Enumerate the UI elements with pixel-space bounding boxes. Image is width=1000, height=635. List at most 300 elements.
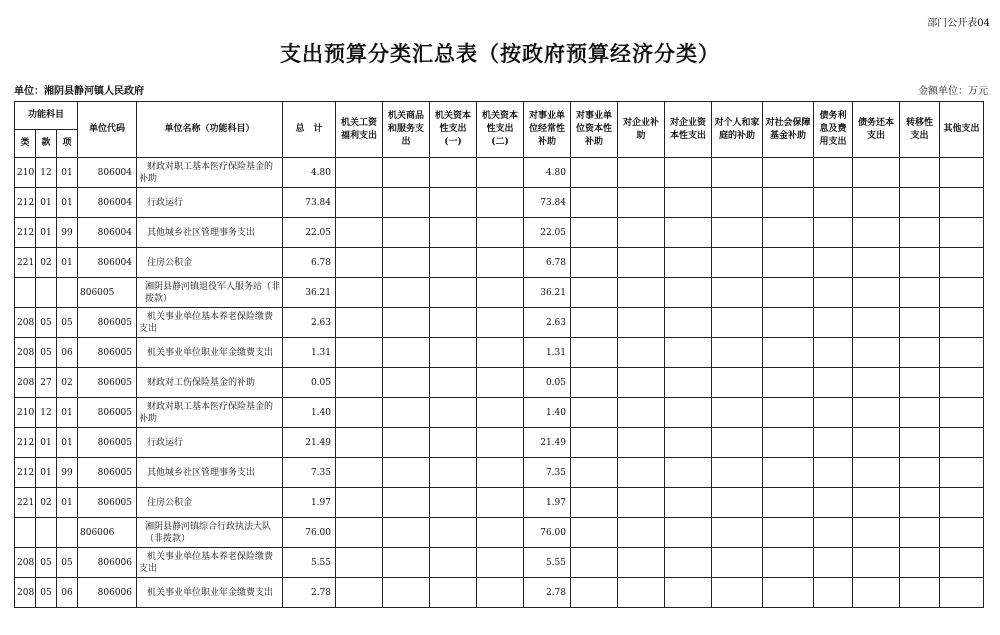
cell-code: 806005 [78,308,137,338]
cell-c3 [430,158,477,188]
cell-c14 [940,578,984,608]
cell-c12 [853,278,900,308]
cell-c5: 2.78 [524,578,571,608]
cell-c11 [814,158,853,188]
cell-c12 [853,428,900,458]
cell-c1 [336,548,383,578]
cell-name: 机关事业单位职业年金缴费支出 [137,578,283,608]
cell-c8 [665,578,712,608]
cell-lei: 212 [15,218,36,248]
cell-c10 [763,338,814,368]
cell-c5: 76.00 [524,518,571,548]
cell-total: 22.05 [283,218,336,248]
cell-c4 [477,518,524,548]
cell-c10 [763,548,814,578]
cell-c9 [712,158,763,188]
table-row [15,278,984,308]
cell-c4 [477,548,524,578]
cell-c12 [853,578,900,608]
col-header-7: 对企业补助 [618,102,665,158]
cell-c3 [430,398,477,428]
cell-c3 [430,518,477,548]
cell-c7 [618,158,665,188]
cell-c14 [940,518,984,548]
cell-c12 [853,308,900,338]
cell-c1 [336,368,383,398]
cell-code: 806006 [78,518,137,548]
cell-c1 [336,428,383,458]
table-row [15,218,984,248]
cell-c2 [383,518,430,548]
table-row [15,308,984,338]
cell-c4 [477,338,524,368]
cell-c8 [665,368,712,398]
cell-c9 [712,458,763,488]
cell-c6 [571,158,618,188]
cell-c5: 73.84 [524,188,571,218]
cell-c6 [571,308,618,338]
cell-c11 [814,548,853,578]
cell-c1 [336,248,383,278]
cell-c11 [814,278,853,308]
table-row [15,188,984,218]
col-header-9: 对个人和家庭的补助 [712,102,763,158]
cell-c6 [571,188,618,218]
cell-total: 36.21 [283,278,336,308]
cell-c7 [618,428,665,458]
cell-c8 [665,158,712,188]
cell-c14 [940,398,984,428]
cell-c9 [712,518,763,548]
cell-c13 [900,428,940,458]
cell-kuan: 05 [36,338,57,368]
cell-c1 [336,578,383,608]
cell-name: 其他城乡社区管理事务支出 [137,458,283,488]
cell-c6 [571,248,618,278]
cell-xiang: 01 [57,488,78,518]
table-row [15,368,984,398]
cell-c12 [853,248,900,278]
cell-c10 [763,218,814,248]
cell-c10 [763,368,814,398]
cell-name: 住房公积金 [137,248,283,278]
cell-c6 [571,278,618,308]
cell-code: 806004 [78,248,137,278]
cell-c1 [336,218,383,248]
cell-xiang: 05 [57,308,78,338]
cell-code: 806005 [78,278,137,308]
table-row [15,158,984,188]
cell-c4 [477,428,524,458]
cell-c14 [940,488,984,518]
cell-c10 [763,278,814,308]
cell-c11 [814,218,853,248]
cell-code: 806004 [78,158,137,188]
cell-c10 [763,458,814,488]
cell-c9 [712,488,763,518]
cell-kuan: 02 [36,248,57,278]
cell-c4 [477,218,524,248]
cell-c5: 1.40 [524,398,571,428]
col-header-4: 机关资本性支出(二) [477,102,524,158]
cell-lei: 208 [15,368,36,398]
cell-c7 [618,218,665,248]
cell-c11 [814,518,853,548]
cell-c14 [940,308,984,338]
cell-xiang: 01 [57,188,78,218]
cell-c13 [900,188,940,218]
cell-lei: 208 [15,548,36,578]
cell-c13 [900,458,940,488]
cell-c10 [763,398,814,428]
cell-c10 [763,248,814,278]
cell-c8 [665,398,712,428]
xiang-header: 项 [57,130,78,158]
cell-c10 [763,308,814,338]
cell-c3 [430,218,477,248]
cell-c2 [383,428,430,458]
cell-c1 [336,158,383,188]
cell-c4 [477,368,524,398]
cell-c10 [763,578,814,608]
cell-c2 [383,278,430,308]
cell-c8 [665,338,712,368]
cell-c3 [430,368,477,398]
cell-kuan: 12 [36,158,57,188]
cell-c7 [618,278,665,308]
table-row [15,398,984,428]
unit-code-header: 单位代码 [78,102,137,158]
cell-lei: 208 [15,308,36,338]
cell-c8 [665,248,712,278]
cell-xiang: 99 [57,458,78,488]
cell-kuan [36,518,57,548]
cell-kuan: 27 [36,368,57,398]
cell-c8 [665,188,712,218]
cell-c13 [900,338,940,368]
cell-c4 [477,188,524,218]
cell-c7 [618,368,665,398]
cell-c13 [900,158,940,188]
col-header-2: 机关商品和服务支出 [383,102,430,158]
cell-c12 [853,218,900,248]
cell-code: 806004 [78,218,137,248]
cell-code: 806004 [78,188,137,218]
cell-c6 [571,488,618,518]
cell-name: 行政运行 [137,188,283,218]
cell-c1 [336,308,383,338]
cell-c14 [940,548,984,578]
cell-c7 [618,398,665,428]
cell-c13 [900,518,940,548]
cell-c7 [618,308,665,338]
budget-table [14,101,984,608]
cell-c6 [571,518,618,548]
cell-c14 [940,458,984,488]
cell-kuan: 01 [36,188,57,218]
cell-c14 [940,188,984,218]
cell-c3 [430,578,477,608]
cell-lei: 212 [15,428,36,458]
cell-c3 [430,488,477,518]
cell-c4 [477,248,524,278]
cell-c8 [665,518,712,548]
cell-c12 [853,158,900,188]
cell-lei: 221 [15,488,36,518]
cell-c11 [814,188,853,218]
table-row [15,518,984,548]
cell-c4 [477,398,524,428]
cell-c13 [900,578,940,608]
table-row [15,578,984,608]
cell-kuan: 12 [36,398,57,428]
cell-c12 [853,458,900,488]
cell-c7 [618,578,665,608]
cell-c5: 1.31 [524,338,571,368]
cell-code: 806006 [78,578,137,608]
cell-c8 [665,458,712,488]
cell-lei: 212 [15,188,36,218]
cell-c4 [477,308,524,338]
cell-name: 行政运行 [137,428,283,458]
cell-c3 [430,338,477,368]
cell-xiang: 01 [57,158,78,188]
cell-xiang: 01 [57,248,78,278]
table-row [15,338,984,368]
cell-c6 [571,338,618,368]
cell-c9 [712,398,763,428]
cell-c13 [900,488,940,518]
cell-c2 [383,308,430,338]
cell-c12 [853,368,900,398]
col-header-13: 转移性支出 [900,102,940,158]
cell-kuan: 02 [36,488,57,518]
cell-name: 湘阴县静河镇综合行政执法大队（非拨款） [137,518,283,548]
table-row [15,458,984,488]
cell-total: 1.97 [283,488,336,518]
cell-c5: 36.21 [524,278,571,308]
cell-total: 5.55 [283,548,336,578]
cell-c13 [900,218,940,248]
cell-name: 机关事业单位基本养老保险缴费支出 [137,308,283,338]
cell-c1 [336,338,383,368]
cell-c9 [712,188,763,218]
col-header-14: 其他支出 [940,102,984,158]
cell-c14 [940,278,984,308]
total-header: 总 计 [283,102,336,158]
cell-xiang: 99 [57,218,78,248]
cell-c4 [477,458,524,488]
cell-c6 [571,218,618,248]
cell-total: 2.78 [283,578,336,608]
cell-c13 [900,368,940,398]
cell-c6 [571,578,618,608]
cell-c3 [430,308,477,338]
cell-xiang: 01 [57,428,78,458]
cell-c5: 7.35 [524,458,571,488]
cell-c12 [853,398,900,428]
col-header-6: 对事业单位资本性补助 [571,102,618,158]
cell-xiang: 06 [57,578,78,608]
func-subject-header: 功能科目 [15,102,78,130]
cell-c2 [383,338,430,368]
cell-c11 [814,248,853,278]
cell-c7 [618,518,665,548]
cell-c11 [814,458,853,488]
cell-c7 [618,188,665,218]
cell-lei: 210 [15,158,36,188]
cell-total: 2.63 [283,308,336,338]
col-header-8: 对企业资本性支出 [665,102,712,158]
cell-lei: 221 [15,248,36,278]
cell-kuan: 01 [36,458,57,488]
cell-kuan: 05 [36,308,57,338]
cell-c5: 2.63 [524,308,571,338]
cell-c9 [712,428,763,458]
cell-c10 [763,158,814,188]
cell-lei: 208 [15,338,36,368]
cell-name: 其他城乡社区管理事务支出 [137,218,283,248]
cell-c6 [571,368,618,398]
cell-code: 806006 [78,548,137,578]
cell-name: 机关事业单位基本养老保险缴费支出 [137,548,283,578]
cell-c2 [383,368,430,398]
cell-c7 [618,458,665,488]
cell-c7 [618,548,665,578]
cell-c12 [853,518,900,548]
cell-c1 [336,278,383,308]
cell-name: 财政对工伤保险基金的补助 [137,368,283,398]
cell-c3 [430,548,477,578]
cell-lei [15,278,36,308]
cell-kuan: 01 [36,218,57,248]
cell-c14 [940,338,984,368]
cell-c4 [477,488,524,518]
cell-code: 806005 [78,458,137,488]
cell-c2 [383,218,430,248]
cell-c4 [477,278,524,308]
cell-c5: 22.05 [524,218,571,248]
cell-xiang [57,278,78,308]
cell-c6 [571,548,618,578]
cell-c1 [336,518,383,548]
col-header-1: 机关工资福利支出 [336,102,383,158]
table-number-label: 部门公开表04 [927,18,990,29]
cell-name: 财政对职工基本医疗保险基金的补助 [137,398,283,428]
cell-total: 1.40 [283,398,336,428]
table-row [15,428,984,458]
cell-name: 财政对职工基本医疗保险基金的补助 [137,158,283,188]
cell-c8 [665,428,712,458]
cell-c1 [336,188,383,218]
cell-c14 [940,248,984,278]
cell-c9 [712,338,763,368]
cell-lei [15,518,36,548]
cell-c13 [900,248,940,278]
cell-c6 [571,428,618,458]
cell-c5: 5.55 [524,548,571,578]
cell-c1 [336,458,383,488]
cell-kuan [36,278,57,308]
cell-c11 [814,398,853,428]
cell-c11 [814,368,853,398]
cell-c10 [763,488,814,518]
cell-code: 806005 [78,338,137,368]
cell-c2 [383,248,430,278]
cell-c8 [665,308,712,338]
cell-c11 [814,578,853,608]
cell-c2 [383,578,430,608]
cell-c4 [477,158,524,188]
cell-xiang: 02 [57,368,78,398]
cell-total: 76.00 [283,518,336,548]
unit-name-header: 单位名称（功能科目） [137,102,283,158]
cell-c2 [383,398,430,428]
cell-lei: 208 [15,578,36,608]
cell-c13 [900,548,940,578]
cell-c11 [814,338,853,368]
cell-c3 [430,248,477,278]
table-row [15,248,984,278]
cell-c9 [712,278,763,308]
cell-c13 [900,278,940,308]
cell-name: 湘阴县静河镇退役军人服务站（非拨款） [137,278,283,308]
cell-c9 [712,578,763,608]
col-header-12: 债务还本支出 [853,102,900,158]
table-row [15,488,984,518]
cell-c3 [430,188,477,218]
cell-c5: 0.05 [524,368,571,398]
cell-c3 [430,278,477,308]
col-header-10: 对社会保障基金补助 [763,102,814,158]
cell-c13 [900,308,940,338]
cell-c3 [430,428,477,458]
col-header-3: 机关资本性支出(一) [430,102,477,158]
cell-c14 [940,218,984,248]
cell-c5: 21.49 [524,428,571,458]
cell-total: 21.49 [283,428,336,458]
cell-total: 4.80 [283,158,336,188]
cell-c5: 4.80 [524,158,571,188]
cell-c9 [712,218,763,248]
cell-c9 [712,548,763,578]
cell-c11 [814,488,853,518]
cell-c2 [383,158,430,188]
cell-c2 [383,188,430,218]
cell-c3 [430,458,477,488]
cell-c2 [383,458,430,488]
cell-c14 [940,428,984,458]
cell-code: 806005 [78,428,137,458]
col-header-11: 债务利息及费用支出 [814,102,853,158]
cell-kuan: 05 [36,578,57,608]
cell-name: 住房公积金 [137,488,283,518]
cell-xiang: 06 [57,338,78,368]
cell-c2 [383,548,430,578]
cell-xiang: 01 [57,398,78,428]
cell-total: 7.35 [283,458,336,488]
cell-c5: 6.78 [524,248,571,278]
cell-c8 [665,488,712,518]
cell-c7 [618,488,665,518]
cell-c10 [763,428,814,458]
table-row [15,548,984,578]
cell-total: 1.31 [283,338,336,368]
lei-header: 类 [15,130,36,158]
cell-c8 [665,548,712,578]
amount-unit-label: 金额单位：万元 [918,86,988,97]
cell-total: 0.05 [283,368,336,398]
